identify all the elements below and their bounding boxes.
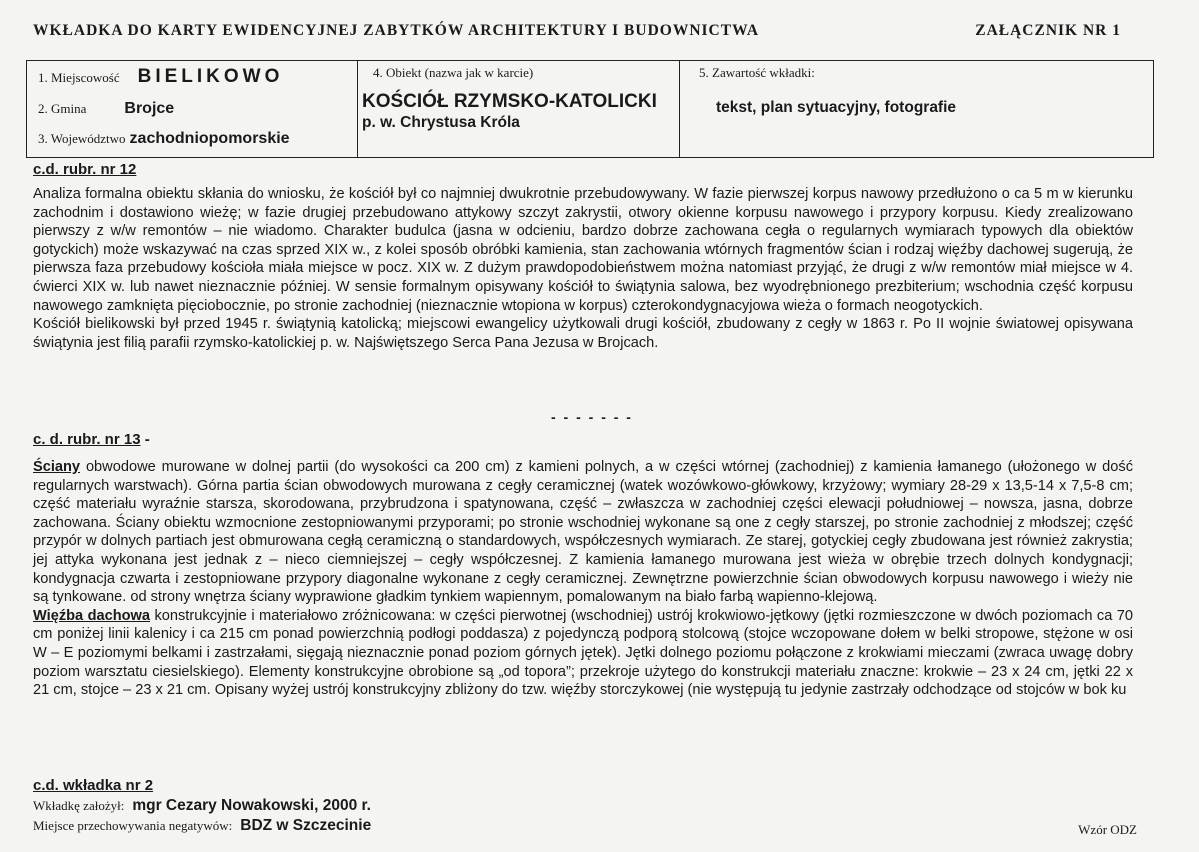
contents-column <box>679 61 1153 157</box>
info-box <box>26 60 1154 158</box>
form-model: Wzór ODZ <box>1078 822 1137 837</box>
section-12-heading: c.d. rubr. nr 12 <box>33 161 137 178</box>
obiekt-name: KOŚCIÓŁ RZYMSKO-KATOLICKI <box>362 91 657 112</box>
roof-paragraph <box>33 607 1133 700</box>
walls-paragraph <box>33 458 1133 607</box>
attachment-number: ZAŁĄCZNIK NR 1 <box>975 22 1121 39</box>
walls-heading: Ściany <box>33 459 81 475</box>
storage-value: BDZ w Szczecinie <box>240 817 372 834</box>
wojewodztwo-row <box>38 130 290 148</box>
continuation-note: c.d. wkładka nr 2 <box>33 777 154 794</box>
section-13-text <box>33 458 1133 700</box>
section-13-heading-suffix: - <box>140 431 150 448</box>
zawartosc-label: 5. Zawartość wkładki: <box>699 65 815 80</box>
gmina-label: 2. Gmina <box>38 101 87 116</box>
roof-text: konstrukcyjnie i materiałowo zróżnicowana: w części pierwotnej (wschodniej) ustrój krokwiowo-jętkowy (jętki rozmieszczone w dwóch poziomach ca 70 cm poniżej linii kalenicy i ca 215 cm ponad powierzchnią podłogi poddasza) z pojedynczą podporą stolcową (stojce wczopowane dołem w belki stropowe, stężone w osi W – E poziomymi belkami i zastrzałami, sięgają nieznacznie ponad poziom górnych jętek). Jętki dolnego poziomu połączone z krokwiami mieczami (zwraca uwagę dobry poziom warsztatu ciesielskiego). Elementy konstrukcyjne obrobione są „od topora”; przekroje użytego do konstrukcji materiału znaczne: krokwie – 23 x 24 cm, jętki 22 x 21 cm, stojce – 23 x 21 cm. Opisany wyżej ustrój konstrukcyjny zbliżony do tzw. więźby storczykowej (nie występują tu jedynie zastrzały odchodzące od stojców w bok ku <box>33 607 1133 699</box>
miejscowosc-row <box>38 66 283 88</box>
separator: - - - - - - - <box>551 409 633 425</box>
gmina-value: Brojce <box>124 100 175 117</box>
roof-heading: Więźba dachowa <box>33 607 151 624</box>
form-title: WKŁADKA DO KARTY EWIDENCYJNEJ ZABYTKÓW ARCHITEKTURY I BUDOWNICTWA <box>33 22 760 39</box>
obiekt-label: 4. Obiekt (nazwa jak w karcie) <box>373 65 534 80</box>
miejscowosc-label: 1. Miejscowość <box>38 70 120 85</box>
author-row <box>33 797 371 815</box>
section-13-heading-text: c. d. rubr. nr 13 <box>33 431 141 448</box>
author-label: Wkładkę założył: <box>33 798 125 813</box>
storage-label: Miejsce przechowywania negatywów: <box>33 818 233 833</box>
section-12-text <box>33 185 1133 352</box>
section-12-paragraph-1: Analiza formalna obiektu skłania do wniosku, że kościół był co najmniej dwukrotnie przebudowywany. W fazie pierwszej korpus nawowy przedłużono o ca 5 m w kierunku zachodnim i dostawiono wieżę; w fazie drugiej przebudowano attykowy szczyt zakrystii, otwory okienne korpusu nawowego i przypory korpusu. Kiedy zrealizowano pierwszy z w/w remontów – nie wiadomo. Charakter budulca (jasna w odcieniu, bardzo dobrze zachowana cegła o regularnych wymiarach typowych dla obiektów gotyckich) może wskazywać na czas sprzed XIX w., z kolei sposób obróbki kamienia, stan zachowania wtórnych fragmentów ścian i rodzaj więźby dachowej sugerują, że pierwsza faza przebudowy kościoła miała miejsce w pocz. XIX w. Z dużym prawdopodobieństwem można natomiast przyjąć, że drugi z w/w remontów miał miejsce w 4. ćwierci XIX w. lub nawet nieznacznie później. W sensie formalnym opisywany kościół to świątynia salowa, bez wyodrębnionego prezbiterium; wschodnia część korpusu nawowego zamknięta pięciobocznie, po stronie zachodniej (nieznacznie wtopiona w korpus) czterokondygnacyjowa wieża o formach neogotyckich. <box>33 186 1133 314</box>
walls-text: obwodowe murowane w dolnej partii (do wysokości ca 200 cm) z kamieni polnych, a w części wtórnej (zachodniej) z kamienia łamanego (ułożonego w dość regularnych warstwach). Górna partia ścian obwodowych murowana z cegły ceramicznej (watek wozówkowo-główkowy, krzyżowy; wymiary 28-29 x 13,5-14 x 7,5-8 cm; część materiału wyraźnie starsza, skorodowana, przybrudzona i spatynowana, część – zwłaszcza w zachodniej części elewacji południowej – nowsza, jasna, dobrze zachowana. Ściany obiektu wzmocnione zestopniowanymi przyporami; po stronie wschodniej wykonane są one z cegły starszej, po stronie zachodniej z młodszej; część przypór w dolnych partiach jest obmurowana cegłą ceramiczną o standardowych, współczesnych wymiarach. Ze starej, gotyckiej cegły zbudowana jest również zakrystia; jej attyka wykonana jest jednak z – nieco ciemniejszej – cegły współczesnej. Z kamienia łamanego murowana jest wieża w obrębie trzech dolnych kondygnacji; kondygnacja czwarta i zestopniowane przypory diagonalne wykonane z cegły ceramicznej. Zewnętrzne powierzchnie ścian obwodowych korpusu nawowego i wieży nie są tynkowane. od strony wnętrza ściany wyprawione gładkim tynkiem wapiennym, pomalowanym na biało farbą wapienno-klejową. <box>33 459 1133 606</box>
wojewodztwo-value: zachodniopomorskie <box>129 130 290 147</box>
obiekt-dedication: p. w. Chrystusa Króla <box>362 114 520 131</box>
section-12-paragraph-2: Kościół bielikowski był przed 1945 r. świątynią katolicką; miejscowi ewangelicy użytkowali drugi kościół, zbudowany z cegły w 1863 r. Po II wojnie światowej opisywana świątynia jest filią parafii rzymsko-katolickiej p. w. Najświętszego Serca Pana Jezusa w Brojcach. <box>33 316 1133 351</box>
miejscowosc-value: BIELIKOWO <box>137 66 284 87</box>
object-column <box>357 61 679 157</box>
storage-row <box>33 817 371 835</box>
location-column <box>27 61 357 157</box>
wojewodztwo-label: 3. Województwo <box>38 131 126 146</box>
gmina-row <box>38 100 174 118</box>
section-13-heading <box>33 431 150 448</box>
author-value: mgr Cezary Nowakowski, 2000 r. <box>132 797 371 814</box>
zawartosc-value: tekst, plan sytuacyjny, fotografie <box>716 99 957 116</box>
